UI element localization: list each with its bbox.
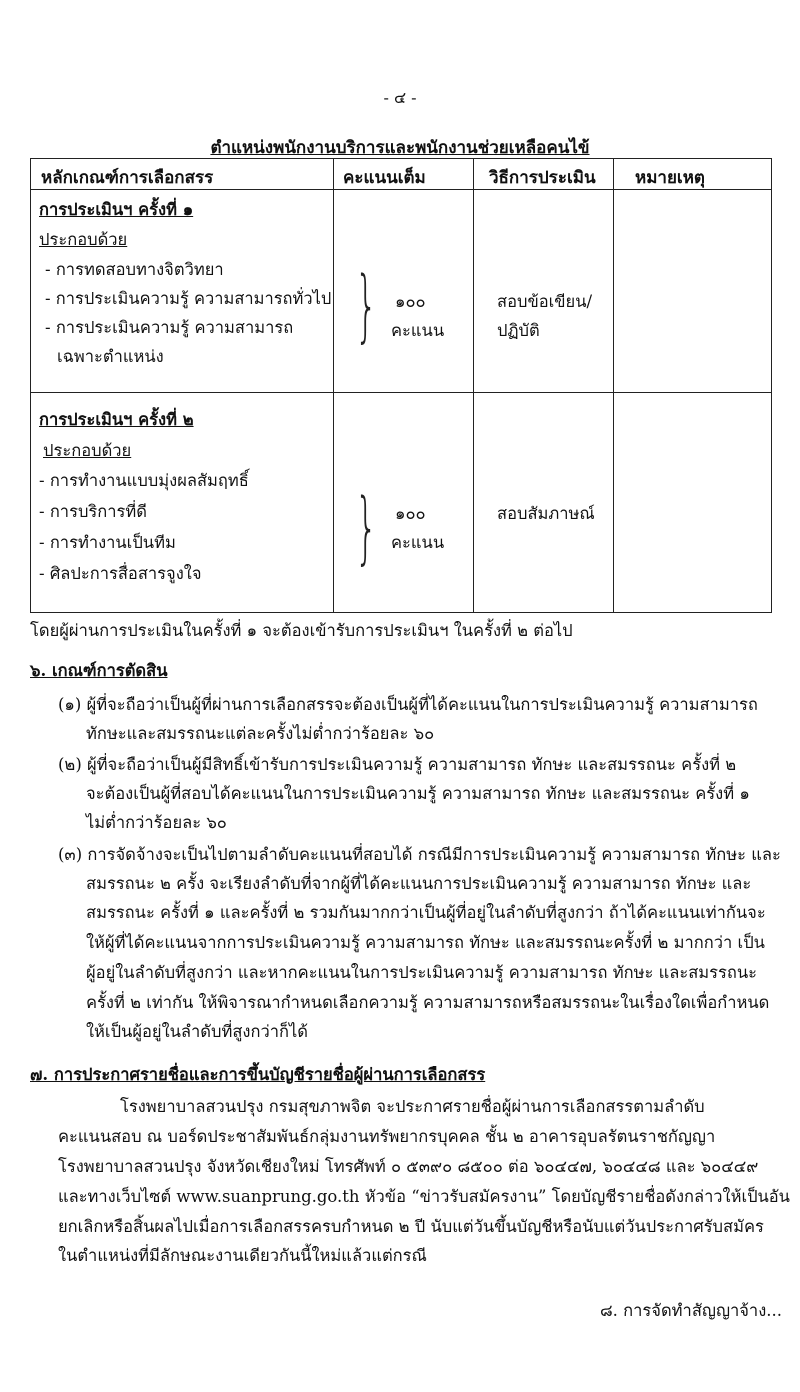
row2-item: - การทำงานแบบมุ่งผลสัมฤทธิ์ (39, 471, 249, 490)
row2-score-unit: คะแนน (391, 533, 445, 552)
note-after-table: โดยผู้ผ่านการประเมินในครั้งที่ ๑ จะต้องเข้ารับการประเมินฯ ในครั้งที่ ๒ ต่อไป (30, 621, 573, 640)
row1-method: ปฏิบัติ (497, 321, 540, 340)
row2-item: - ศิลปะการสื่อสารจูงใจ (39, 564, 202, 583)
section7-paragraph: ในตำแหน่งที่มีลักษณะงานเดียวกันนี้ใหม่แล้วแต่กรณี (58, 1246, 427, 1265)
row2-heading: การประเมินฯ ครั้งที่ ๒ (39, 410, 194, 429)
header-remark: หมายเหตุ (635, 168, 705, 188)
next-section-footer: ๘. การจัดทำสัญญาจ้าง... (599, 1301, 782, 1320)
section6-item3: สมรรถนะ ครั้งที่ ๑ และครั้งที่ ๒ รวมกันมากกว่าเป็นผู้ที่อยู่ในลำดับที่สูงกว่า ถ้าได้คะแนนเท่ากันจะ (86, 903, 766, 922)
section6-item2: จะต้องเป็นผู้ที่สอบได้คะแนนในการประเมินความรู้ ความสามารถ ทักษะ และสมรรถนะ ครั้งที่ ๑ (86, 784, 750, 803)
section7-paragraph: โรงพยาบาลสวนปรุง จังหวัดเชียงใหม่ โทรศัพท์ ๐ ๕๓๙๐ ๘๕๐๐ ต่อ ๖๐๔๔๗, ๖๐๔๔๘ และ ๖๐๔๔๙ (58, 1157, 759, 1176)
section6-item3: ให้เป็นผู้อยู่ในลำดับที่สูงกว่าก็ได้ (86, 1022, 309, 1041)
section6-item2: (๒) ผู้ที่จะถือว่าเป็นผู้มีสิทธิ์เข้ารับการประเมินความรู้ ความสามารถ ทักษะ และสมรรถนะ ครั้งที่ ๒ (58, 755, 737, 774)
row2-method: สอบสัมภาษณ์ (497, 504, 595, 523)
section7-title: ๗. การประกาศรายชื่อและการขึ้นบัญชีรายชื่อผู้ผ่านการเลือกสรร (30, 1065, 486, 1084)
section6-item3: ผู้อยู่ในลำดับที่สูงกว่า และหากคะแนนในการประเมินความรู้ ความสามารถ ทักษะ และสมรรถนะ (86, 963, 758, 982)
row1-item: - การประเมินความรู้ ความสามารถทั่วไป (45, 289, 332, 308)
brace-icon: } (355, 483, 378, 573)
row1-item: เฉพาะตำแหน่ง (57, 347, 164, 366)
section6-item3: (๓) การจัดจ้างจะเป็นไปตามลำดับคะแนนที่สอบได้ กรณีมีการประเมินความรู้ ความสามารถ ทักษะ และ (58, 845, 781, 864)
row2-item: - การทำงานเป็นทีม (39, 533, 176, 552)
row1-score-unit: คะแนน (391, 321, 445, 340)
section6-item3: ให้ผู้ที่ได้คะแนนจากการประเมินความรู้ ความสามารถ ทักษะ และสมรรถนะครั้งที่ ๒ มากกว่า เป็น (86, 933, 765, 952)
section6-item1: (๑) ผู้ที่จะถือว่าเป็นผู้ที่ผ่านการเลือกสรรจะต้องเป็นผู้ที่ได้คะแนนในการประเมินความรู้ ความสามารถ (58, 695, 758, 714)
section7-paragraph: และทางเว็บไซต์ www.suanprung.go.th หัวข้อ “ข่าวรับสมัครงาน” โดยบัญชีรายชื่อดังกล่าวให้เป็นอัน (58, 1187, 790, 1206)
section7-paragraph: คะแนนสอบ ณ บอร์ดประชาสัมพันธ์กลุ่มงานทรัพยากรบุคคล ชั้น ๒ อาคารอุบลรัตนราชกัญญา (58, 1127, 716, 1146)
table-title: ตำแหน่งพนักงานบริการและพนักงานช่วยเหลือคนไข้ (210, 138, 590, 158)
section7-paragraph: โรงพยาบาลสวนปรุง กรมสุขภาพจิต จะประกาศรายชื่อผู้ผ่านการเลือกสรรตามลำดับ (120, 1097, 705, 1116)
section6-item3: ครั้งที่ ๒ เท่ากัน ให้พิจารณากำหนดเลือกความรู้ ความสามารถหรือสมรรถนะในเรื่องใดเพื่อกำหนด (86, 993, 770, 1012)
row1-heading: การประเมินฯ ครั้งที่ ๑ (39, 200, 194, 219)
row1-item: - การประเมินความรู้ ความสามารถ (45, 318, 294, 337)
section6-title: ๖. เกณฑ์การตัดสิน (30, 661, 168, 680)
row2-score: ๑๐๐ (395, 504, 426, 523)
row1-sub: ประกอบด้วย (39, 230, 128, 249)
row1-item: - การทดสอบทางจิตวิทยา (45, 260, 224, 279)
row1-method: สอบข้อเขียน/ (497, 292, 593, 311)
section6-item3: สมรรถนะ ๒ ครั้ง จะเรียงลำดับที่จากผู้ที่ได้คะแนนการประเมินความรู้ ความสามารถ ทักษะ และ (86, 874, 752, 893)
header-full-score: คะแนนเต็ม (343, 168, 426, 188)
criteria-table (30, 158, 772, 613)
page-number: - ๔ - (383, 88, 417, 107)
header-criteria: หลักเกณฑ์การเลือกสรร (41, 168, 214, 188)
section7-paragraph: ยกเลิกหรือสิ้นผลไปเมื่อการเลือกสรรครบกำหนด ๒ ปี นับแต่วันขึ้นบัญชีหรือนับแต่วันประกาศรับสมัคร (58, 1217, 764, 1236)
row1-score: ๑๐๐ (395, 292, 426, 311)
brace-icon: } (355, 261, 378, 351)
row2-item: - การบริการที่ดี (39, 502, 147, 521)
row2-sub: ประกอบด้วย (43, 441, 132, 460)
header-method: วิธีการประเมิน (489, 168, 596, 188)
section6-item2: ไม่ต่ำกว่าร้อยละ ๖๐ (86, 813, 227, 832)
section6-item1: ทักษะและสมรรถนะแต่ละครั้งไม่ต่ำกว่าร้อยละ ๖๐ (86, 724, 435, 743)
